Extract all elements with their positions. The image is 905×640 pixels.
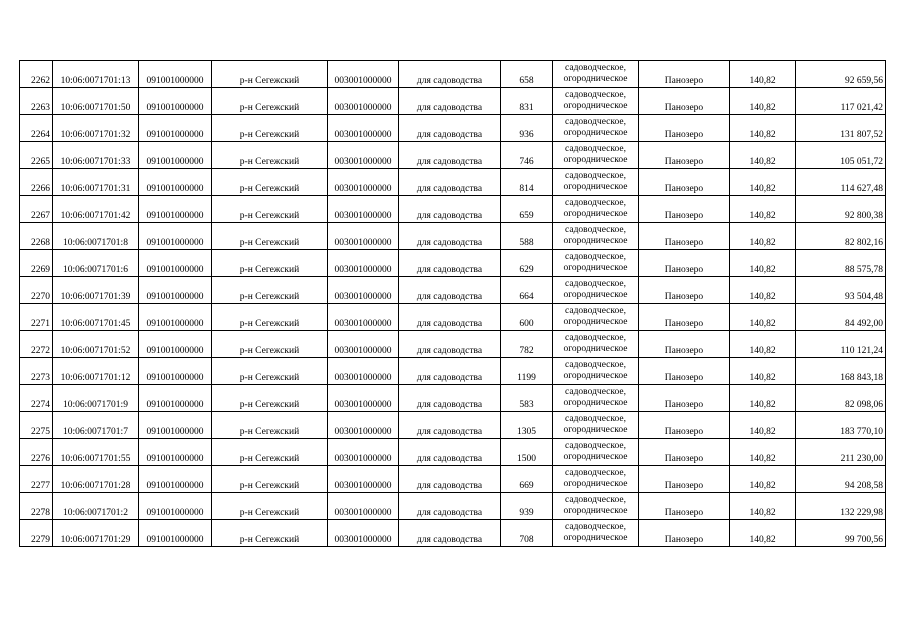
district: р-н Сегежский [212,331,328,358]
land-category [553,358,639,385]
plot-area: 583 [501,385,553,412]
specific-value: 140,82 [730,88,796,115]
row-number: 2277 [20,466,53,493]
oktmo-code: 091001000000 [139,385,212,412]
locality: Панозеро [639,169,730,196]
cadastral-value: 132 229,98 [796,493,886,520]
land-category-line-1: садоводческое, [565,198,626,208]
cadastral-value: 131 807,52 [796,115,886,142]
row-number: 2279 [20,520,53,547]
oktmo-code: 091001000000 [139,466,212,493]
land-purpose: для садоводства [399,385,501,412]
plot-area: 746 [501,142,553,169]
land-category-line-1: садоводческое, [565,252,626,262]
land-category [553,493,639,520]
land-category [553,520,639,547]
cadastral-value: 183 770,10 [796,412,886,439]
specific-value: 140,82 [730,223,796,250]
kladr-code: 003001000000 [328,250,399,277]
row-number: 2272 [20,331,53,358]
land-purpose: для садоводства [399,493,501,520]
cadastral-number: 10:06:0071701:39 [53,277,139,304]
locality: Панозеро [639,493,730,520]
district: р-н Сегежский [212,358,328,385]
land-purpose: для садоводства [399,439,501,466]
cadastral-number: 10:06:0071701:32 [53,115,139,142]
table-row [20,520,886,547]
specific-value: 140,82 [730,169,796,196]
kladr-code: 003001000000 [328,277,399,304]
table-row [20,250,886,277]
locality: Панозеро [639,61,730,88]
row-number: 2274 [20,385,53,412]
kladr-code: 003001000000 [328,385,399,412]
land-category-line-1: садоводческое, [565,171,626,181]
oktmo-code: 091001000000 [139,88,212,115]
district: р-н Сегежский [212,466,328,493]
oktmo-code: 091001000000 [139,304,212,331]
plot-area: 629 [501,250,553,277]
plot-area: 814 [501,169,553,196]
land-category [553,115,639,142]
land-category-line-2: огородническое [563,317,628,327]
land-category-line-2: огородническое [563,236,628,246]
cadastral-value: 99 700,56 [796,520,886,547]
table-row [20,196,886,223]
table-row [20,169,886,196]
locality: Панозеро [639,439,730,466]
land-purpose: для садоводства [399,331,501,358]
land-purpose: для садоводства [399,88,501,115]
row-number: 2269 [20,250,53,277]
specific-value: 140,82 [730,439,796,466]
land-plots-table [19,60,886,547]
land-purpose: для садоводства [399,115,501,142]
land-category [553,223,639,250]
row-number: 2276 [20,439,53,466]
land-category-line-2: огородническое [563,371,628,381]
land-category-line-1: садоводческое, [565,63,626,73]
specific-value: 140,82 [730,142,796,169]
district: р-н Сегежский [212,142,328,169]
land-category [553,88,639,115]
cadastral-value: 82 098,06 [796,385,886,412]
cadastral-number: 10:06:0071701:29 [53,520,139,547]
land-category-line-2: огородническое [563,479,628,489]
oktmo-code: 091001000000 [139,196,212,223]
kladr-code: 003001000000 [328,304,399,331]
locality: Панозеро [639,304,730,331]
land-category-line-1: садоводческое, [565,522,626,532]
cadastral-number: 10:06:0071701:12 [53,358,139,385]
oktmo-code: 091001000000 [139,331,212,358]
locality: Панозеро [639,466,730,493]
district: р-н Сегежский [212,169,328,196]
plot-area: 600 [501,304,553,331]
land-category-line-1: садоводческое, [565,468,626,478]
district: р-н Сегежский [212,115,328,142]
table-row [20,358,886,385]
table-row [20,277,886,304]
locality: Панозеро [639,412,730,439]
cadastral-number: 10:06:0071701:13 [53,61,139,88]
cadastral-number: 10:06:0071701:28 [53,466,139,493]
row-number: 2268 [20,223,53,250]
table-row [20,331,886,358]
district: р-н Сегежский [212,493,328,520]
cadastral-value: 82 802,16 [796,223,886,250]
locality: Панозеро [639,331,730,358]
plot-area: 664 [501,277,553,304]
locality: Панозеро [639,250,730,277]
district: р-н Сегежский [212,88,328,115]
table-row [20,466,886,493]
plot-area: 831 [501,88,553,115]
kladr-code: 003001000000 [328,169,399,196]
land-category-line-1: садоводческое, [565,495,626,505]
table-row [20,88,886,115]
row-number: 2263 [20,88,53,115]
oktmo-code: 091001000000 [139,142,212,169]
district: р-н Сегежский [212,250,328,277]
kladr-code: 003001000000 [328,88,399,115]
oktmo-code: 091001000000 [139,439,212,466]
cadastral-number: 10:06:0071701:50 [53,88,139,115]
land-purpose: для садоводства [399,196,501,223]
kladr-code: 003001000000 [328,412,399,439]
land-category-line-2: огородническое [563,533,628,543]
cadastral-value: 110 121,24 [796,331,886,358]
locality: Панозеро [639,520,730,547]
cadastral-number: 10:06:0071701:7 [53,412,139,439]
district: р-н Сегежский [212,439,328,466]
table-row [20,493,886,520]
cadastral-value: 105 051,72 [796,142,886,169]
cadastral-number: 10:06:0071701:8 [53,223,139,250]
oktmo-code: 091001000000 [139,277,212,304]
district: р-н Сегежский [212,277,328,304]
locality: Панозеро [639,196,730,223]
plot-area: 708 [501,520,553,547]
cadastral-number: 10:06:0071701:2 [53,493,139,520]
land-purpose: для садоводства [399,61,501,88]
land-category [553,439,639,466]
land-category-line-2: огородническое [563,128,628,138]
cadastral-value: 92 800,38 [796,196,886,223]
table-row [20,115,886,142]
land-category-line-2: огородническое [563,182,628,192]
specific-value: 140,82 [730,412,796,439]
land-category [553,169,639,196]
plot-area: 1305 [501,412,553,439]
row-number: 2275 [20,412,53,439]
district: р-н Сегежский [212,196,328,223]
cadastral-number: 10:06:0071701:45 [53,304,139,331]
cadastral-value: 94 208,58 [796,466,886,493]
cadastral-number: 10:06:0071701:31 [53,169,139,196]
land-category-line-1: садоводческое, [565,441,626,451]
land-purpose: для садоводства [399,250,501,277]
land-purpose: для садоводства [399,223,501,250]
land-category [553,196,639,223]
land-category [553,142,639,169]
land-category-line-2: огородническое [563,398,628,408]
specific-value: 140,82 [730,466,796,493]
land-category-line-2: огородническое [563,101,628,111]
land-category [553,412,639,439]
land-category-line-2: огородническое [563,155,628,165]
row-number: 2270 [20,277,53,304]
specific-value: 140,82 [730,331,796,358]
plot-area: 936 [501,115,553,142]
row-number: 2271 [20,304,53,331]
land-category-line-1: садоводческое, [565,117,626,127]
land-category-line-2: огородническое [563,425,628,435]
land-purpose: для садоводства [399,277,501,304]
row-number: 2264 [20,115,53,142]
cadastral-value: 211 230,00 [796,439,886,466]
district: р-н Сегежский [212,385,328,412]
land-category-line-1: садоводческое, [565,360,626,370]
kladr-code: 003001000000 [328,493,399,520]
district: р-н Сегежский [212,304,328,331]
specific-value: 140,82 [730,277,796,304]
plot-area: 782 [501,331,553,358]
oktmo-code: 091001000000 [139,493,212,520]
specific-value: 140,82 [730,358,796,385]
specific-value: 140,82 [730,61,796,88]
land-category-line-1: садоводческое, [565,414,626,424]
cadastral-value: 117 021,42 [796,88,886,115]
oktmo-code: 091001000000 [139,115,212,142]
cadastral-value: 92 659,56 [796,61,886,88]
locality: Панозеро [639,223,730,250]
land-purpose: для садоводства [399,142,501,169]
land-category [553,277,639,304]
land-category-line-1: садоводческое, [565,306,626,316]
land-category-line-1: садоводческое, [565,90,626,100]
land-category-line-1: садоводческое, [565,144,626,154]
row-number: 2266 [20,169,53,196]
land-purpose: для садоводства [399,169,501,196]
cadastral-value: 93 504,48 [796,277,886,304]
kladr-code: 003001000000 [328,439,399,466]
row-number: 2265 [20,142,53,169]
locality: Панозеро [639,358,730,385]
land-category [553,61,639,88]
land-category-line-2: огородническое [563,74,628,84]
land-category-line-2: огородническое [563,290,628,300]
plot-area: 1199 [501,358,553,385]
cadastral-number: 10:06:0071701:33 [53,142,139,169]
land-purpose: для садоводства [399,358,501,385]
district: р-н Сегежский [212,61,328,88]
oktmo-code: 091001000000 [139,223,212,250]
specific-value: 140,82 [730,196,796,223]
locality: Панозеро [639,277,730,304]
plot-area: 658 [501,61,553,88]
land-category [553,466,639,493]
kladr-code: 003001000000 [328,358,399,385]
kladr-code: 003001000000 [328,61,399,88]
kladr-code: 003001000000 [328,115,399,142]
oktmo-code: 091001000000 [139,169,212,196]
table-row [20,439,886,466]
land-category-line-1: садоводческое, [565,225,626,235]
kladr-code: 003001000000 [328,196,399,223]
land-purpose: для садоводства [399,412,501,439]
locality: Панозеро [639,142,730,169]
land-purpose: для садоводства [399,304,501,331]
specific-value: 140,82 [730,250,796,277]
cadastral-value: 88 575,78 [796,250,886,277]
land-category-line-2: огородническое [563,506,628,516]
table-row [20,61,886,88]
locality: Панозеро [639,88,730,115]
oktmo-code: 091001000000 [139,358,212,385]
land-purpose: для садоводства [399,466,501,493]
row-number: 2267 [20,196,53,223]
land-category-line-2: огородническое [563,263,628,273]
cadastral-value: 168 843,18 [796,358,886,385]
table-row [20,412,886,439]
land-category [553,331,639,358]
plot-area: 588 [501,223,553,250]
plot-area: 659 [501,196,553,223]
row-number: 2273 [20,358,53,385]
land-category-line-2: огородническое [563,344,628,354]
table-row [20,223,886,250]
specific-value: 140,82 [730,115,796,142]
land-category-line-2: огородническое [563,452,628,462]
land-category [553,250,639,277]
district: р-н Сегежский [212,520,328,547]
cadastral-number: 10:06:0071701:42 [53,196,139,223]
locality: Панозеро [639,385,730,412]
land-category-line-1: садоводческое, [565,387,626,397]
cadastral-value: 84 492,00 [796,304,886,331]
locality: Панозеро [639,115,730,142]
row-number: 2278 [20,493,53,520]
table-row [20,304,886,331]
plot-area: 669 [501,466,553,493]
specific-value: 140,82 [730,520,796,547]
kladr-code: 003001000000 [328,331,399,358]
table-row [20,142,886,169]
land-category-line-2: огородническое [563,209,628,219]
land-category [553,385,639,412]
land-category-line-1: садоводческое, [565,333,626,343]
kladr-code: 003001000000 [328,223,399,250]
plot-area: 939 [501,493,553,520]
cadastral-number: 10:06:0071701:6 [53,250,139,277]
table-body [20,61,886,547]
cadastral-number: 10:06:0071701:9 [53,385,139,412]
cadastral-value: 114 627,48 [796,169,886,196]
specific-value: 140,82 [730,385,796,412]
land-category [553,304,639,331]
kladr-code: 003001000000 [328,466,399,493]
oktmo-code: 091001000000 [139,61,212,88]
cadastral-number: 10:06:0071701:52 [53,331,139,358]
land-purpose: для садоводства [399,520,501,547]
specific-value: 140,82 [730,304,796,331]
kladr-code: 003001000000 [328,142,399,169]
land-category-line-1: садоводческое, [565,279,626,289]
oktmo-code: 091001000000 [139,250,212,277]
table-row [20,385,886,412]
oktmo-code: 091001000000 [139,412,212,439]
cadastral-number: 10:06:0071701:55 [53,439,139,466]
plot-area: 1500 [501,439,553,466]
district: р-н Сегежский [212,223,328,250]
specific-value: 140,82 [730,493,796,520]
row-number: 2262 [20,61,53,88]
kladr-code: 003001000000 [328,520,399,547]
district: р-н Сегежский [212,412,328,439]
oktmo-code: 091001000000 [139,520,212,547]
